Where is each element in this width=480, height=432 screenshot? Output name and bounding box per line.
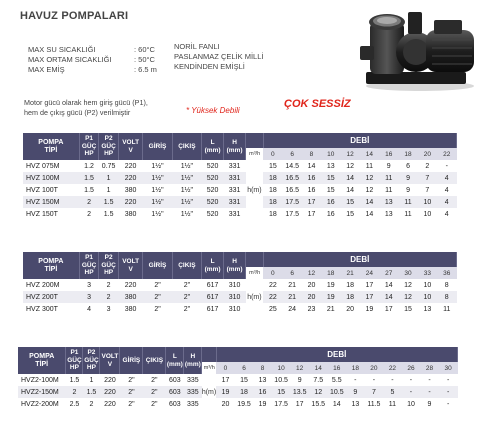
col-header-pompa: POMPA TİPİ	[23, 133, 79, 160]
table-row: HVZ2-100M 1.5 1 220 2" 2" 603 335 h(m) 17 15 13 10.5 9 7.5 5.5 - - - - - -	[18, 374, 458, 386]
spec-value: : 60°C	[134, 45, 155, 54]
table-row: HVZ 150M 2 1.5 220 1½" 1½" 520 331 18 17.5 17 16 15 14 13 11 10 4	[23, 196, 457, 208]
col-header-l: L (mm)	[202, 133, 224, 160]
spec-label: MAX EMİŞ	[28, 65, 65, 74]
col-header-p2: P2 GÜÇ HP	[99, 252, 119, 279]
col-header-l: L (mm)	[166, 347, 184, 374]
flow-col: 30	[439, 362, 458, 374]
spec-row	[28, 65, 178, 75]
col-header-h: H (mm)	[224, 133, 246, 160]
col-header-giris: GİRİŞ	[120, 347, 143, 374]
flow-col: 0	[216, 362, 235, 374]
flow-col: 10	[272, 362, 291, 374]
col-header-p1: P1 GÜÇ HP	[79, 133, 99, 160]
flow-col: 24	[360, 267, 379, 279]
flow-col: 0	[263, 267, 282, 279]
pump-table-1	[23, 133, 457, 220]
flow-col: 8	[253, 362, 272, 374]
flow-col: 20	[365, 362, 384, 374]
col-header-volt: VOLT V	[118, 133, 142, 160]
table-row: HVZ 200M 3 2 220 2" 2" 617 310 h(m) 22 21 20 19 18 17 14 12 10 8	[23, 279, 457, 291]
flow-col: 18	[346, 362, 365, 374]
flow-col: 36	[437, 267, 457, 279]
col-header-debi: DEBİ	[263, 133, 456, 148]
flow-col: 18	[321, 267, 340, 279]
head-unit: h(m)	[246, 279, 264, 315]
flow-col: 10	[321, 148, 340, 160]
flow-col: 12	[302, 267, 321, 279]
col-header-cikis: ÇIKIŞ	[172, 252, 201, 279]
spec-value: : 50°C	[134, 55, 155, 64]
flow-col: 33	[418, 267, 437, 279]
flow-col: 14	[360, 148, 379, 160]
silent-label: ÇOK SESSİZ	[284, 98, 351, 110]
power-note	[24, 98, 148, 117]
flow-col: 6	[283, 148, 302, 160]
spec-label: MAX ORTAM SICAKLIĞI	[28, 55, 112, 64]
spec-label: MAX SU SICAKLIĞI	[28, 45, 96, 54]
flow-col: 22	[437, 148, 457, 160]
flow-col: 26	[402, 362, 421, 374]
flow-unit: m³/h	[202, 362, 216, 374]
col-header-l: L (mm)	[202, 252, 224, 279]
feature-item: PASLANMAZ ÇELİK MİLLİ	[174, 52, 264, 61]
table-row: HVZ2-200M 2.5 2 220 2" 2" 603 335 20 19.5 19 17.5 17 15.5 14 13 11.5 11 10 9 -	[21, 400, 450, 408]
flow-col: 30	[398, 267, 417, 279]
page-title: HAVUZ POMPALARI	[20, 10, 129, 22]
col-header-giris: GİRİŞ	[143, 252, 172, 279]
col-header-debi: DEBİ	[263, 252, 456, 267]
head-unit: h(m)	[202, 374, 216, 410]
table-row: HVZ 150T 2 1.5 380 1½" 1½" 520 331 18 17.5 17 16 15 14 13 11 10 4	[26, 210, 449, 218]
col-header-p2: P2 GÜÇ HP	[83, 347, 100, 374]
flow-col: 16	[328, 362, 347, 374]
spec-row	[28, 55, 178, 65]
flow-col: 16	[379, 148, 398, 160]
flow-col: 21	[340, 267, 359, 279]
pump-image	[360, 0, 478, 94]
flow-col: 6	[283, 267, 302, 279]
col-header-p2: P2 GÜÇ HP	[99, 133, 119, 160]
power-note-line: hem de çıkış gücü (P2) verilmiştir	[24, 107, 131, 117]
pump-table-3	[18, 347, 458, 410]
flow-col: 0	[263, 148, 282, 160]
table-row: HVZ 075M 1.2 0.75 220 1½" 1½" 520 331 h(m) 15 14.5 14 13 12 11 9 6 2 -	[23, 160, 457, 172]
feature-item: NORİL FANLI	[174, 42, 220, 51]
col-header-pompa: POMPA TİPİ	[23, 252, 79, 279]
flow-col: 28	[420, 362, 439, 374]
col-header-h: H (mm)	[224, 252, 246, 279]
pump-table-2	[23, 252, 457, 315]
flow-col: 6	[235, 362, 254, 374]
flow-col: 14	[309, 362, 328, 374]
col-header-p1: P1 GÜÇ HP	[79, 252, 99, 279]
col-header-volt: VOLT V	[118, 252, 142, 279]
table-row: HVZ2-150M 2 1.5 220 2" 2" 603 335 19 18 16 15 13.5 12 10.5 9 7 5 - - -	[18, 386, 458, 398]
spec-list	[28, 45, 178, 75]
flow-col: 12	[290, 362, 309, 374]
power-note-line: Motor gücü olarak hem giriş gücü (P1),	[24, 98, 148, 107]
col-header-debi: DEBİ	[216, 347, 457, 362]
col-header-cikis: ÇIKIŞ	[143, 347, 166, 374]
table-row: HVZ 100T 1.5 1 380 1½" 1½" 520 331 18 16.5 16 15 14 12 11 9 7 4	[26, 186, 449, 194]
flow-col: 22	[383, 362, 402, 374]
flow-col: 27	[379, 267, 398, 279]
col-header-h: H (mm)	[184, 347, 202, 374]
flow-col: 20	[418, 148, 437, 160]
spec-value: : 6.5 m	[134, 65, 157, 74]
table-row: HVZ 200T 3 2 380 2" 2" 617 310 22 21 20 19 18 17 14 12 10 8	[23, 291, 457, 303]
flow-unit: m³/h	[246, 148, 264, 160]
feature-item: KENDİNDEN EMİŞLİ	[174, 62, 245, 71]
flow-col: 12	[340, 148, 359, 160]
high-flow-label: * Yüksek Debili	[186, 106, 240, 115]
table-row: HVZ 300T 4 3 380 2" 2" 617 310 25 24 23 21 20 19 17 15 13 11	[26, 305, 451, 313]
feature-list	[174, 42, 263, 72]
flow-col: 18	[398, 148, 417, 160]
flow-col: 8	[302, 148, 321, 160]
flow-unit: m³/h	[246, 267, 264, 279]
col-header-volt: VOLT V	[100, 347, 120, 374]
col-header-p1: P1 GÜÇ HP	[66, 347, 83, 374]
col-header-giris: GİRİŞ	[143, 133, 172, 160]
col-header-cikis: ÇIKIŞ	[172, 133, 201, 160]
head-unit: h(m)	[246, 160, 264, 220]
spec-row	[28, 45, 178, 55]
table-row: HVZ 100M 1.5 1 220 1½" 1½" 520 331 18 16.5 16 15 14 12 11 9 7 4	[23, 172, 457, 184]
col-header-pompa: POMPA TİPİ	[18, 347, 66, 374]
